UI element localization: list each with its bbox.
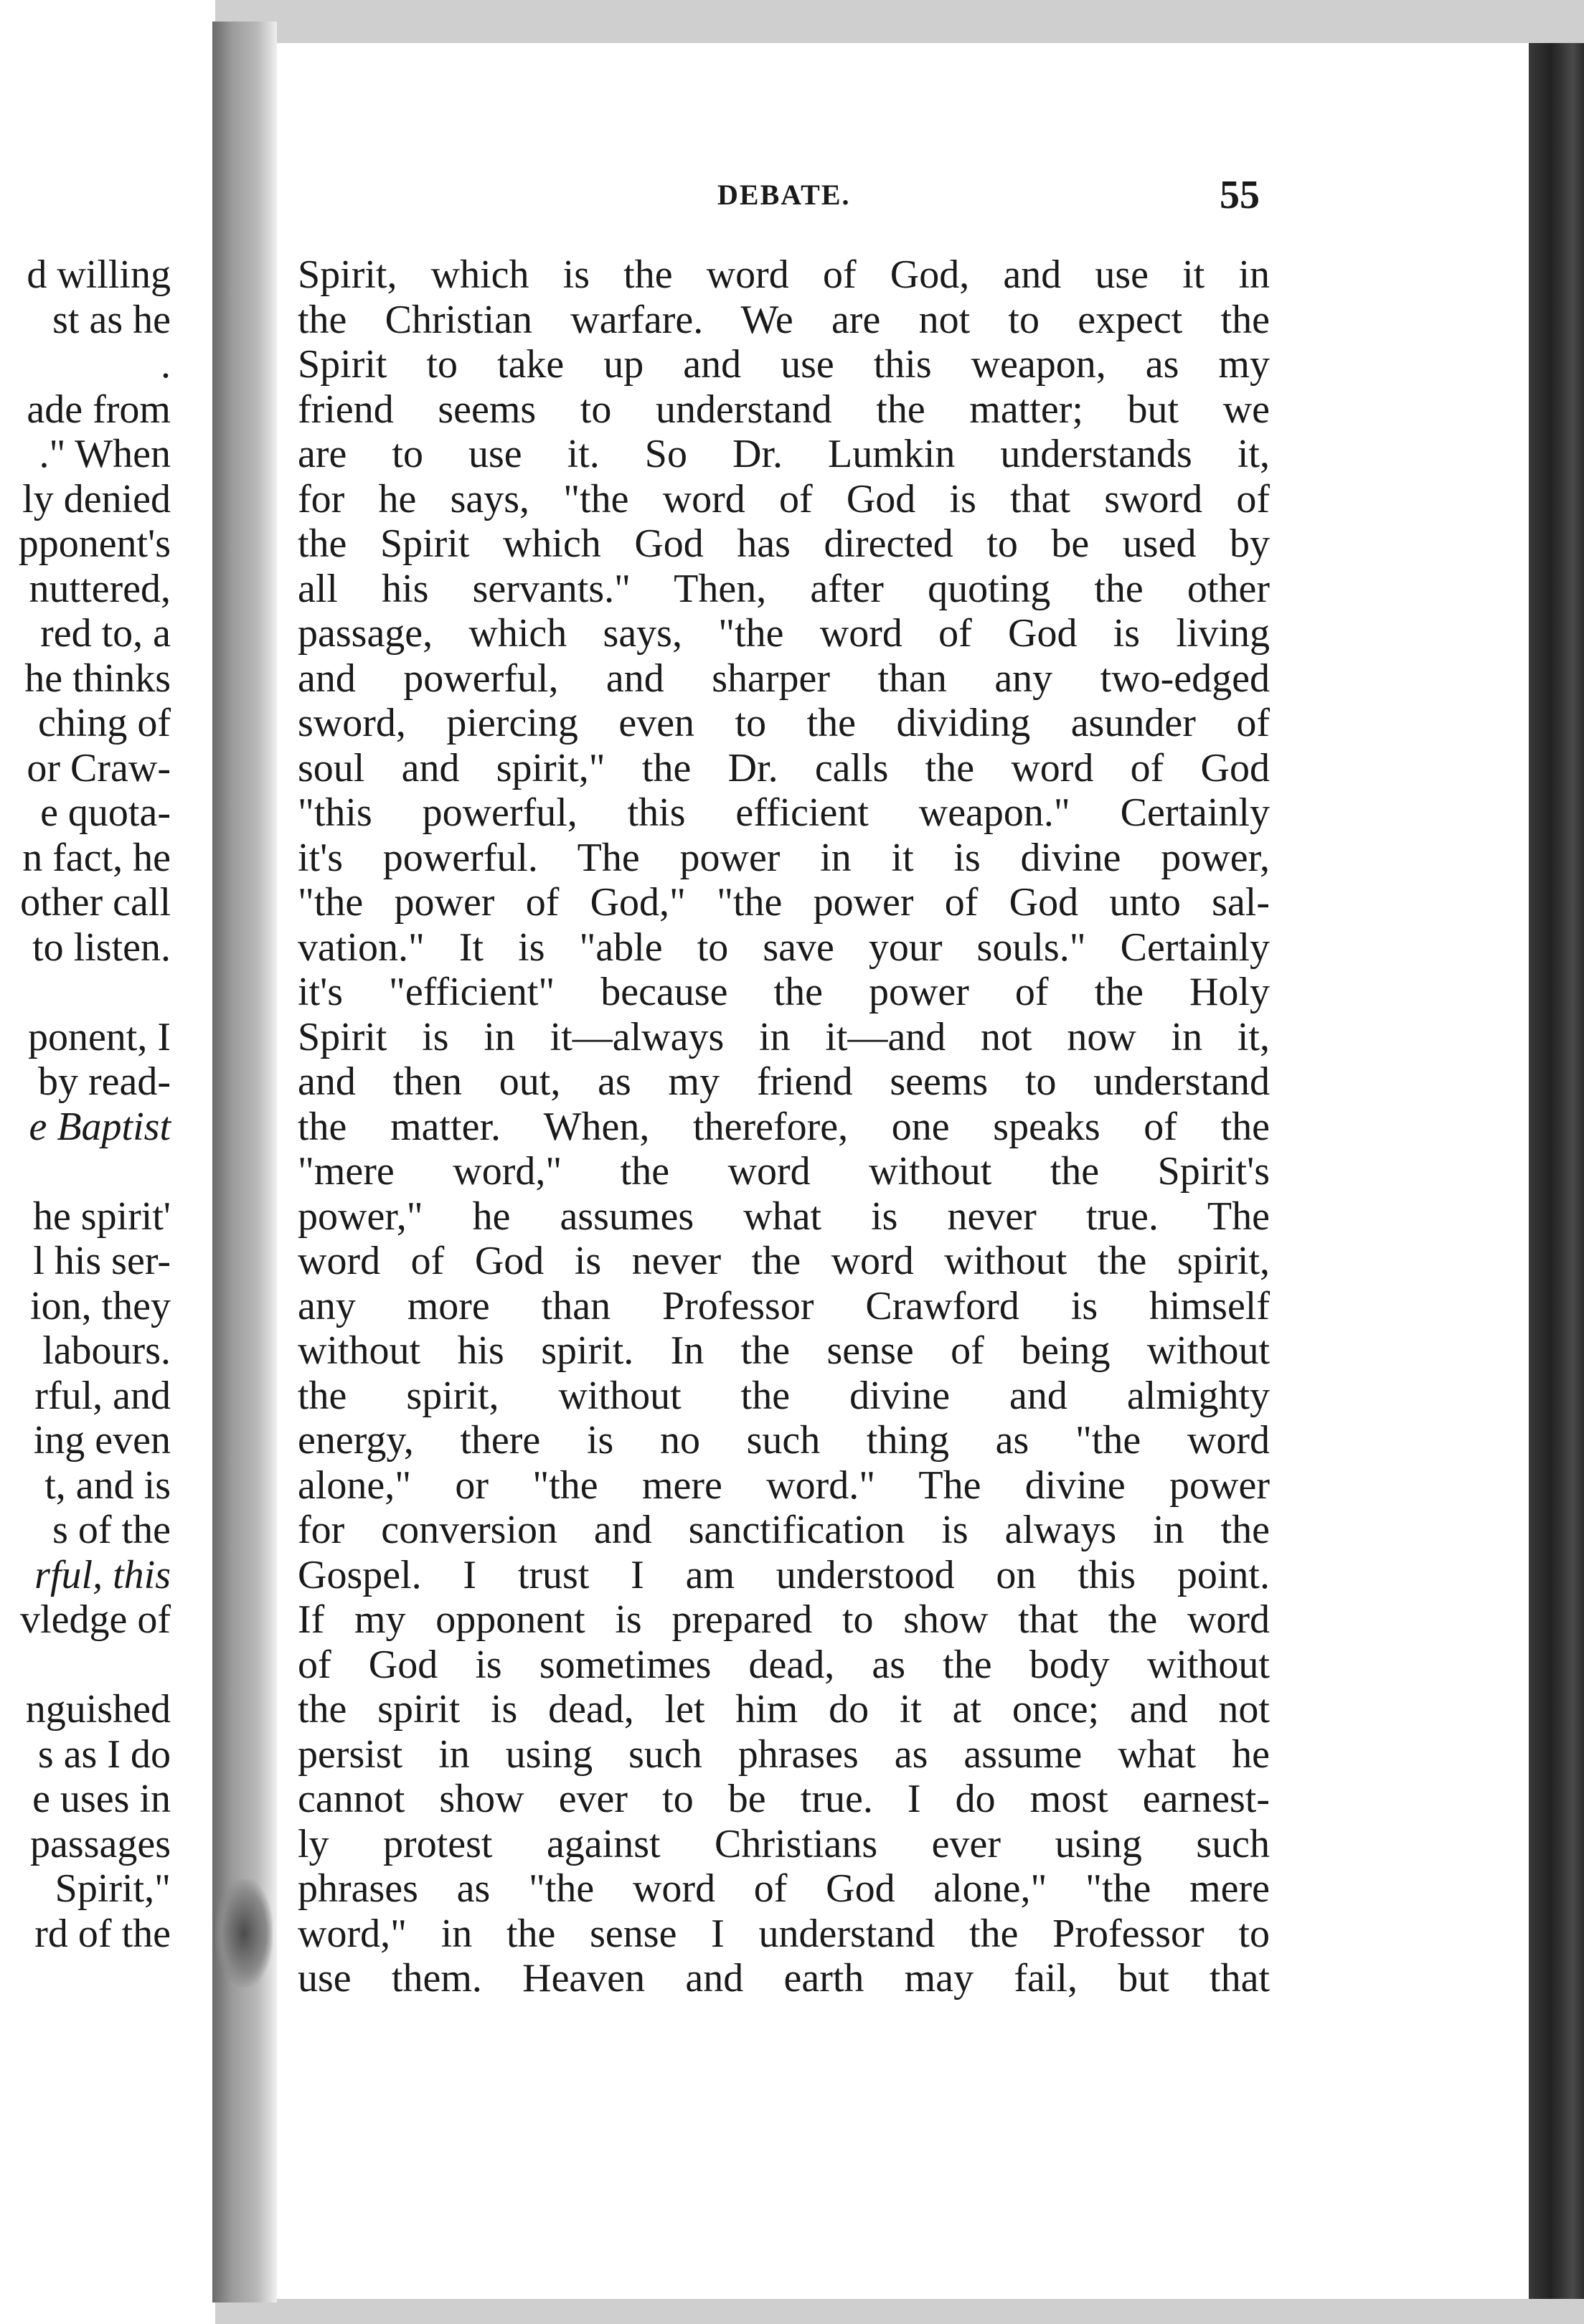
fragment-line: ly denied xyxy=(22,476,171,521)
fragment-line: pponent's xyxy=(18,521,171,566)
fragment-line: st as he xyxy=(52,297,171,342)
fragment-line: l his ser- xyxy=(33,1239,171,1283)
fragment-line: rful, and xyxy=(34,1373,171,1418)
text-line: sword, piercing even to the dividing asunder of xyxy=(298,701,1270,745)
fragment-line: he spirit' xyxy=(32,1194,171,1239)
fragment-line: ching of xyxy=(37,701,171,745)
text-line: "this powerful, this efficient weapon." Certainly xyxy=(298,790,1270,835)
text-line: phrases as "the word of God alone," "the mere xyxy=(298,1866,1270,1911)
text-line: If my opponent is prepared to show that the word xyxy=(298,1597,1270,1642)
fragment-line: by read- xyxy=(37,1059,171,1104)
text-line: the Spirit which God has directed to be used by xyxy=(298,521,1270,566)
text-line: it's "efficient" because the power of the Holy xyxy=(298,970,1270,1014)
fragment-line: red to, a xyxy=(40,611,171,656)
fragment-line: e uses in xyxy=(32,1777,171,1821)
fragment-line xyxy=(0,1149,171,1194)
fragment-line: other call xyxy=(20,880,171,925)
fragment-line: to listen. xyxy=(32,925,171,970)
fragment-line xyxy=(0,1643,171,1688)
fragment-line: labours. xyxy=(42,1328,171,1373)
fragment-line: rful, this xyxy=(34,1552,171,1597)
text-line: "the power of God," "the power of God unto sal- xyxy=(298,880,1270,925)
text-line: any more than Professor Crawford is himself xyxy=(298,1283,1270,1328)
fragment-line: e quota- xyxy=(40,790,171,835)
text-line: Spirit is in it—always in it—and not now in it, xyxy=(298,1014,1270,1059)
text-line: are to use it. So Dr. Lumkin understands it, xyxy=(298,432,1270,476)
fragment-line: rd of the xyxy=(34,1911,171,1956)
text-line: cannot show ever to be true. I do most earnest- xyxy=(298,1777,1270,1821)
fragment-line: t, and is xyxy=(44,1463,171,1508)
fragment-line: ade from xyxy=(27,387,171,432)
fragment-line: n fact, he xyxy=(22,835,171,880)
book-edge xyxy=(1529,43,1584,2299)
text-line: Gospel. I trust I am understood on this point. xyxy=(298,1552,1270,1597)
text-line: persist in using such phrases as assume what he xyxy=(298,1732,1270,1777)
text-line: of God is sometimes dead, as the body without xyxy=(298,1642,1270,1687)
fragment-line: . xyxy=(161,342,171,387)
text-line: for conversion and sanctification is always in the xyxy=(298,1508,1270,1552)
text-line: "mere word," the word without the Spirit's xyxy=(298,1149,1270,1194)
previous-page-fragment xyxy=(0,0,215,2324)
fragment-line: s as I do xyxy=(37,1732,171,1777)
body-text xyxy=(298,252,1270,2001)
fragment-line: s of the xyxy=(52,1508,171,1552)
fragment-line: or Craw- xyxy=(27,745,171,790)
text-line: the spirit is dead, let him do it at once; and not xyxy=(298,1687,1270,1732)
text-line: the spirit, without the divine and almighty xyxy=(298,1373,1270,1418)
text-line: soul and spirit," the Dr. calls the word of God xyxy=(298,745,1270,790)
fragment-line: ponent, I xyxy=(27,1014,171,1059)
text-line: Spirit to take up and use this weapon, as my xyxy=(298,342,1270,387)
text-line: for he says, "the word of God is that sword of xyxy=(298,476,1270,521)
text-line: ly protest against Christians ever using such xyxy=(298,1821,1270,1866)
text-line: word of God is never the word without the spirit, xyxy=(298,1239,1270,1283)
fragment-line: passages xyxy=(30,1821,171,1866)
fragment-line: d willing xyxy=(27,252,171,297)
text-line: the matter. When, therefore, one speaks of the xyxy=(298,1104,1270,1149)
fragment-line: nuttered, xyxy=(29,566,171,611)
text-line: the Christian warfare. We are not to expect the xyxy=(298,297,1270,342)
fragment-line: ing even xyxy=(33,1418,171,1463)
previous-page-text xyxy=(0,252,171,1956)
fragment-line: vledge of xyxy=(20,1597,171,1642)
fragment-line: nguished xyxy=(25,1687,171,1732)
fragment-line: Spirit," xyxy=(55,1866,171,1911)
text-line: energy, there is no such thing as "the word xyxy=(298,1418,1270,1463)
fragment-line: he thinks xyxy=(24,656,171,701)
text-line: power," he assumes what is never true. The xyxy=(298,1194,1270,1239)
text-line: friend seems to understand the matter; but we xyxy=(298,387,1270,432)
fragment-line: ion, they xyxy=(30,1283,171,1328)
text-line: without his spirit. In the sense of being without xyxy=(298,1328,1270,1373)
text-line: alone," or "the mere word." The divine power xyxy=(298,1463,1270,1508)
page-number: 55 xyxy=(1220,173,1260,217)
text-line: passage, which says, "the word of God is living xyxy=(298,611,1270,656)
text-line: and then out, as my friend seems to understand xyxy=(298,1059,1270,1104)
text-line: word," in the sense I understand the Professor to xyxy=(298,1911,1270,1956)
text-line: and powerful, and sharper than any two-edged xyxy=(298,656,1270,701)
gutter-ink-blot xyxy=(215,1879,273,1987)
text-line: all his servants." Then, after quoting the other xyxy=(298,566,1270,611)
text-line: Spirit, which is the word of God, and use it in xyxy=(298,252,1270,297)
fragment-line xyxy=(0,970,171,1015)
text-line: use them. Heaven and earth may fail, but that xyxy=(298,1956,1270,2001)
running-head: DEBATE. xyxy=(717,179,851,211)
fragment-line: e Baptist xyxy=(29,1104,171,1149)
fragment-line: ." When xyxy=(39,432,171,476)
text-line: vation." It is "able to save your souls." Certainly xyxy=(298,925,1270,970)
text-line: it's powerful. The power in it is divine power, xyxy=(298,835,1270,880)
